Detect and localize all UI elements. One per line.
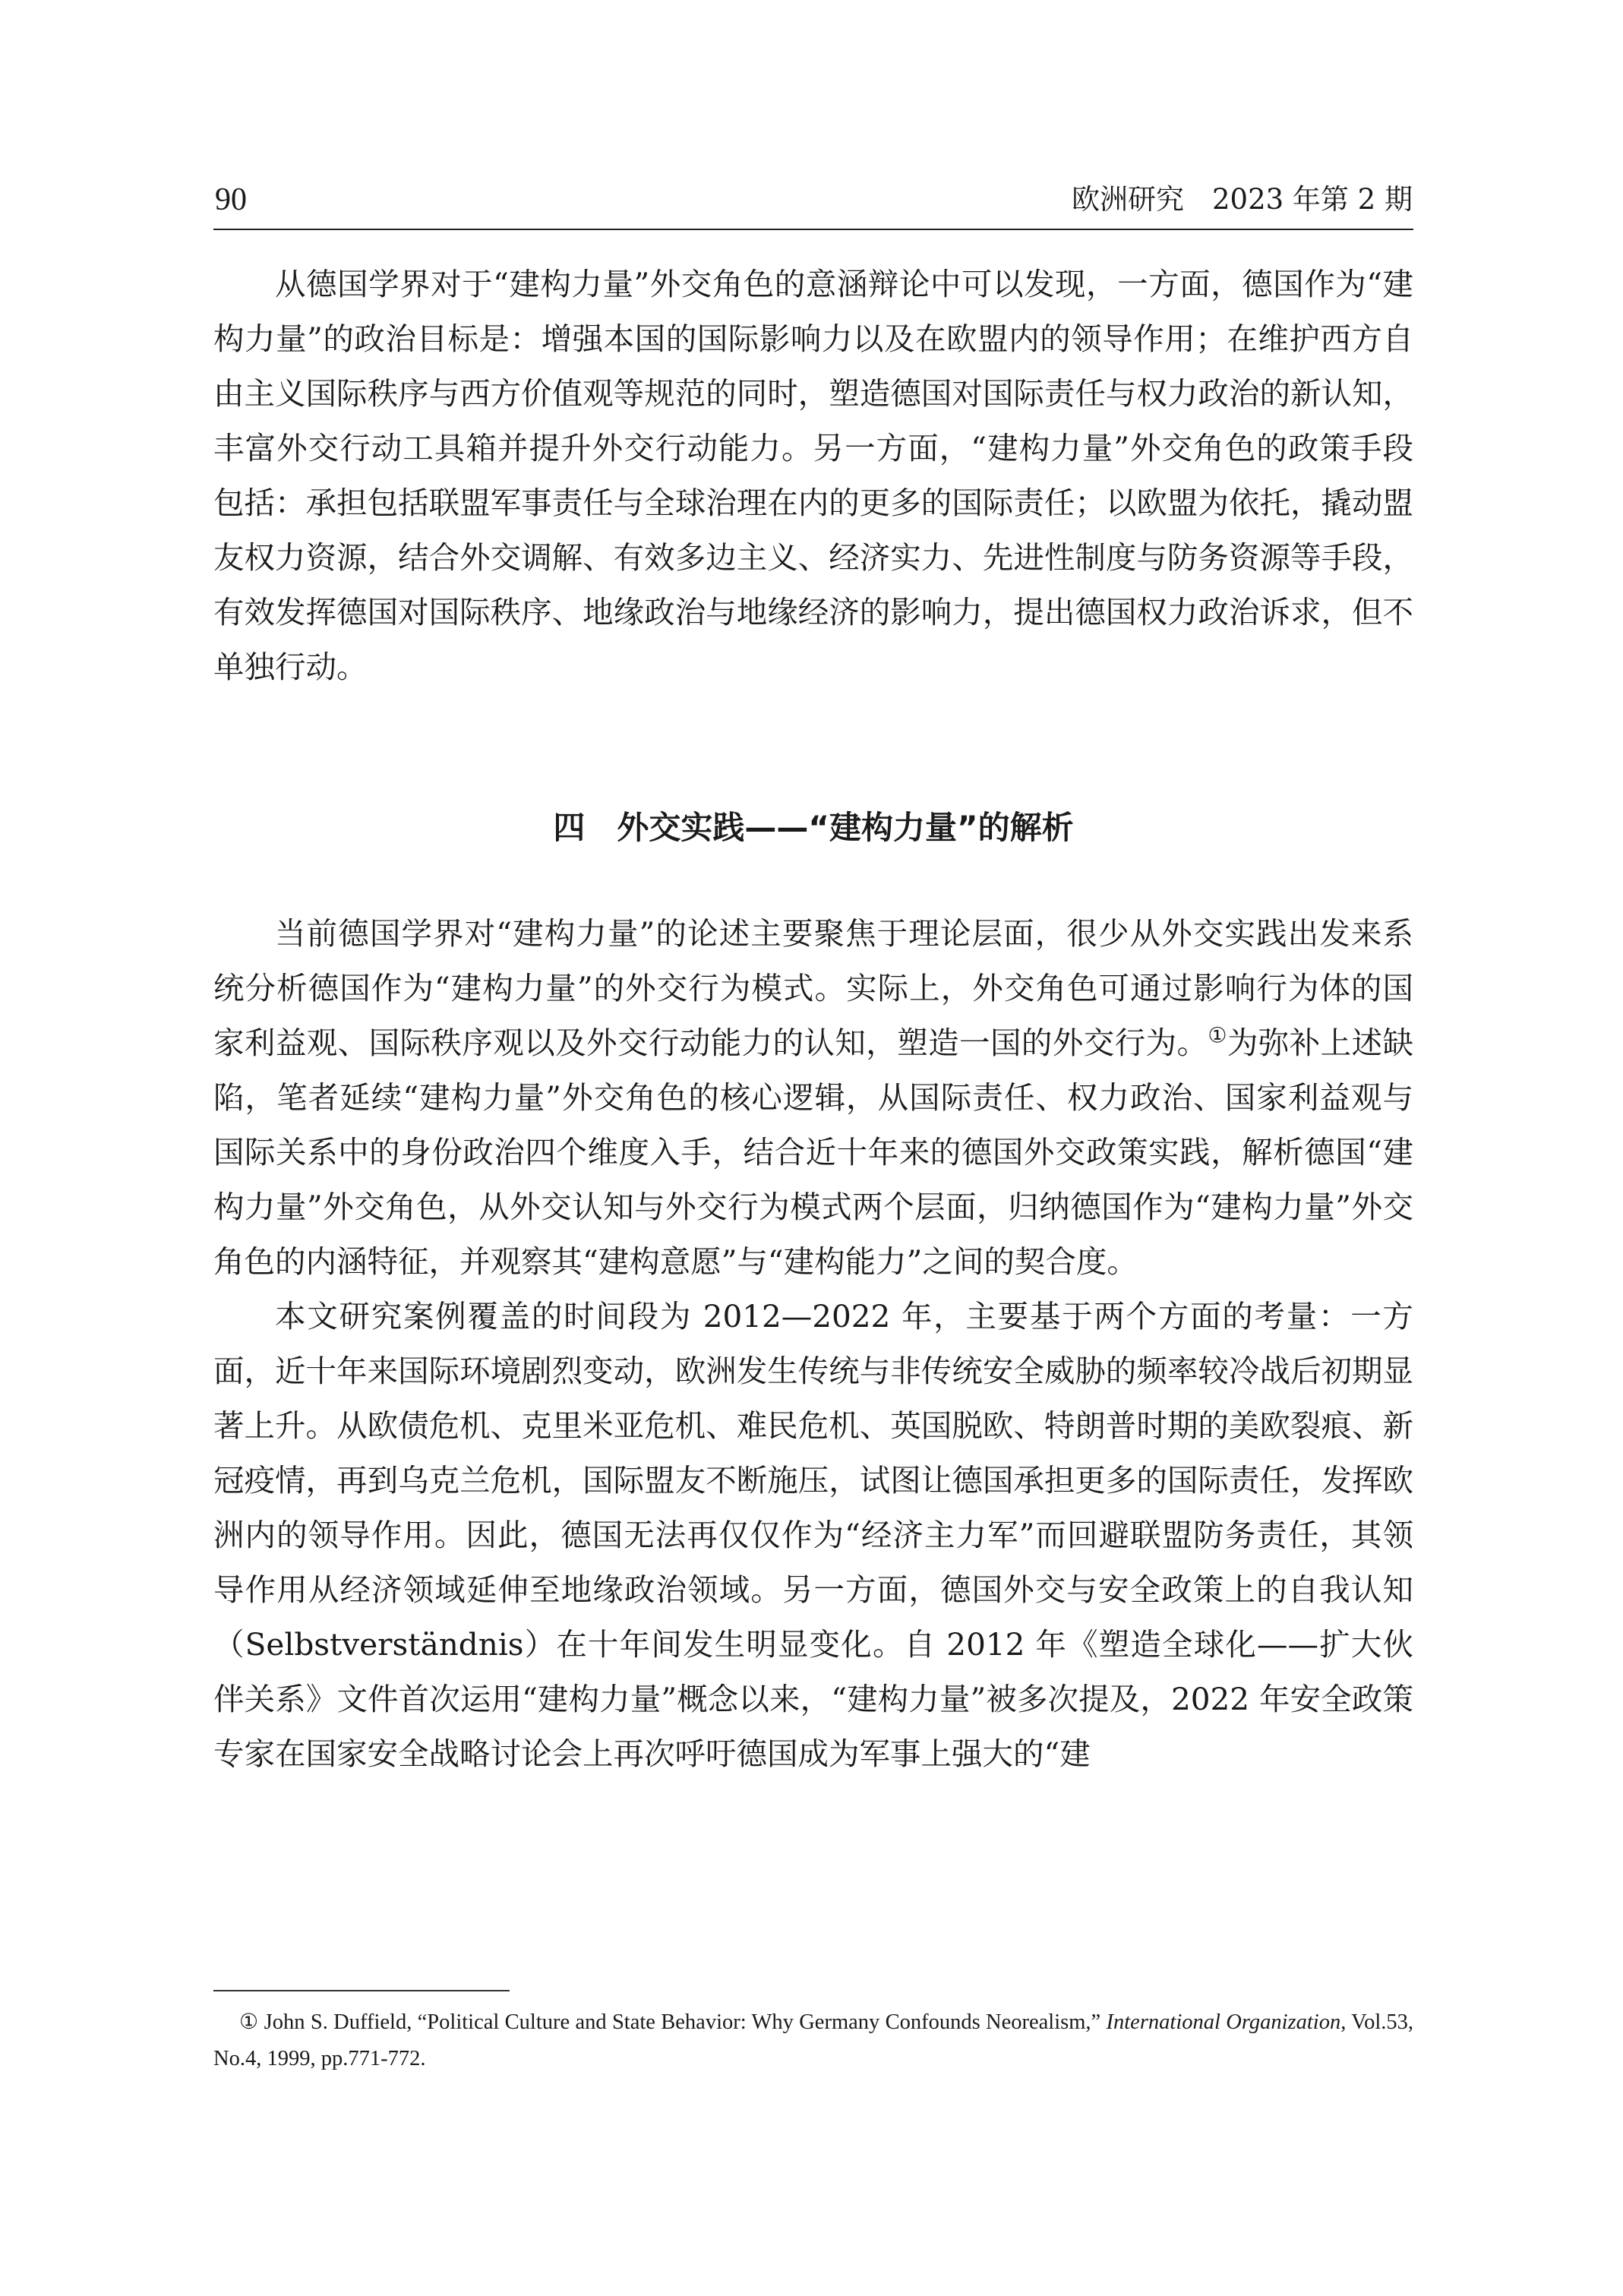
footnote-citation-tail: , Vol.53, No.4, 1999, pp.771-772. xyxy=(213,2010,1413,2070)
header-rule xyxy=(213,229,1413,230)
footnote-marker: ① xyxy=(239,2009,259,2034)
paragraph-1: 从德国学界对于“建构力量”外交角色的意涵辩论中可以发现，一方面，德国作为“建构力量”的政治目标是：增强本国的国际影响力以及在欧盟内的领导作用；在维护西方自由主义国际秩序与西方价值观等规范的同时，塑造德国对国际责任与权力政治的新认知，丰富外交行动工具箱并提升外交行动能力。另一方面，“建构力量”外交角色的政策手段包括：承担包括联盟军事责任与全球治理在内的更多的国际责任；以欧盟为依托，撬动盟友权力资源，结合外交调解、有效多边主义、经济实力、先进性制度与防务资源等手段，有效发挥德国对国际秩序、地缘政治与地缘经济的影响力，提出德国权力政治诉求，但不单独行动。 xyxy=(213,266,1413,685)
footnote-reference[interactable]: ① xyxy=(1208,1022,1227,1048)
journal-header: 欧洲研究 2023 年第 2 期 xyxy=(1072,183,1413,216)
footnote xyxy=(213,2004,1413,2077)
paragraph-1-block xyxy=(213,257,1413,694)
paragraph-2-text: 当前德国学界对“建构力量”的论述主要聚焦于理论层面，很少从外交实践出发来系统分析德国作为“建构力量”的外交行为模式。实际上，外交角色可通过影响行为体的国家利益观、国际秩序观以及外交行动能力的认知，塑造一国的外交行为。 xyxy=(213,915,1413,1061)
main-text-block xyxy=(213,906,1413,1781)
paragraph-2-continued: 为弥补上述缺陷，笔者延续“建构力量”外交角色的核心逻辑，从国际责任、权力政治、国家利益观与国际关系中的身份政治四个维度入手，结合近十年来的德国外交政策实践，解析德国“建构力量”外交角色，从外交认知与外交行为模式两个层面，归纳德国作为“建构力量”外交角色的内涵特征，并观察其“建构意愿”与“建构能力”之间的契合度。 xyxy=(213,1025,1414,1280)
page-number: 90 xyxy=(215,182,247,217)
footnote-journal-title: International Organization xyxy=(1106,2010,1341,2034)
footnote-text: John S. Duffield, “Political Culture and State Behavior: Why Germany Confounds Neorealism,” xyxy=(264,2010,1107,2034)
section-heading: 四 外交实践——“建构力量”的解析 xyxy=(553,809,1074,846)
footnote-rule xyxy=(213,1990,510,1991)
paragraph-2 xyxy=(213,906,1413,1289)
paragraph-3: 本文研究案例覆盖的时间段为 2012—2022 年，主要基于两个方面的考量：一方面，近十年来国际环境剧烈变动，欧洲发生传统与非传统安全威胁的频率较冷战后初期显著上升。从欧债危机、克里米亚危机、难民危机、英国脱欧、特朗普时期的美欧裂痕、新冠疫情，再到乌克兰危机，国际盟友不断施压，试图让德国承担更多的国际责任，发挥欧洲内的领导作用。因此，德国无法再仅仅作为“经济主力军”而回避联盟防务责任，其领导作用从经济领域延伸至地缘政治领域。另一方面，德国外交与安全政策上的自我认知（Selbstverständnis）在十年间发生明显变化。自 2012 年《塑造全球化——扩大伙伴关系》文件首次运用“建构力量”概念以来，“建构力量”被多次提及，2022 年安全政策专家在国家安全战略讨论会上再次呼吁德国成为军事上强大的“建 xyxy=(213,1298,1413,1772)
